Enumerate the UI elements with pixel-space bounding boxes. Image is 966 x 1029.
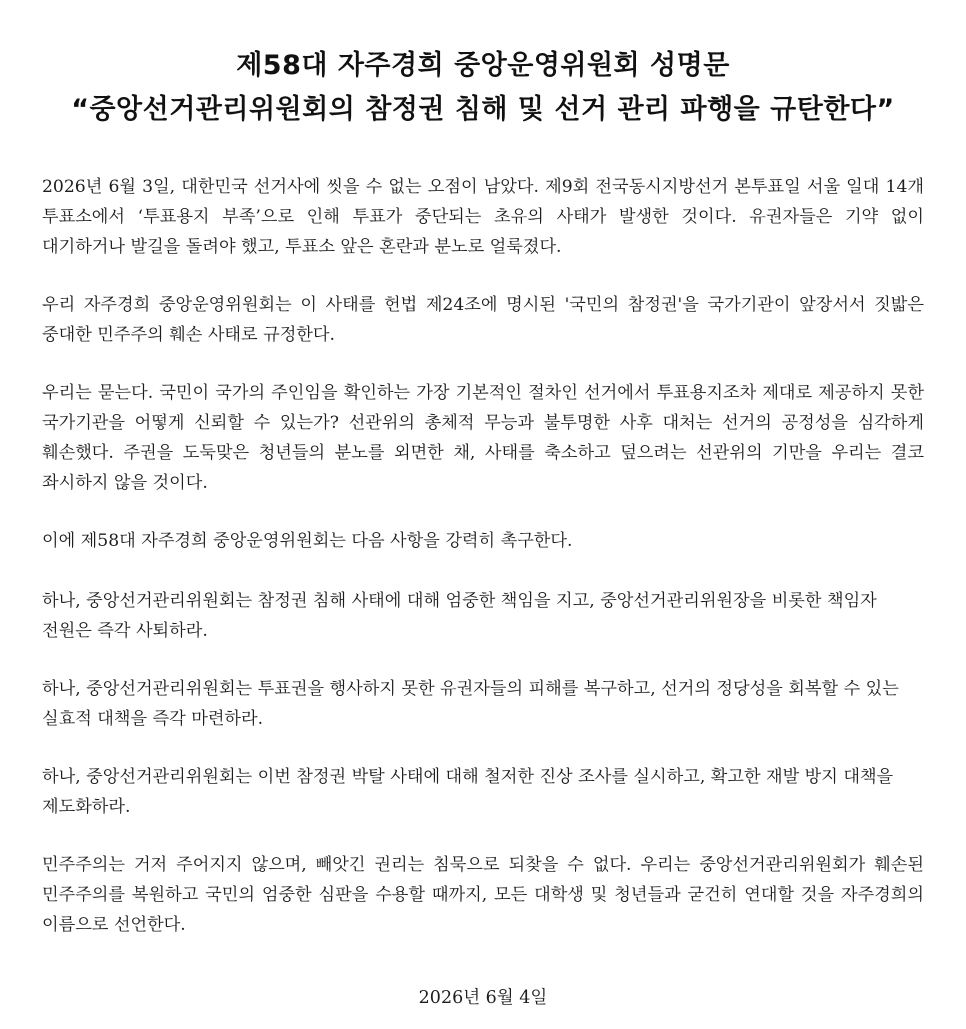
demand-item-remedy [42,674,902,734]
statement-date: 2026년 6월 4일 [418,988,548,1008]
paragraph-text: 민주주의는 거저 주어지지 않으며, 빼앗긴 권리는 침묵으로 되찾을 수 없다. 우리는 중앙선거관리위원회가 훼손된 민주주의를 복원하고 국민의 엄중한 심판을 수용할 때까지, 모든 대학생 및 청년들과 굳건히 연대할 것을 자주경희의 이름으로 선언한다. [42,855,924,935]
paragraph-text: 우리 자주경희 중앙운영위원회는 이 사태를 헌법 제24조에 명시된 '국민의 참정권'을 국가기관이 앞장서서 짓밟은 중대한 민주주의 훼손 사태로 규정한다. [42,295,924,345]
paragraph-text: 하나, 중앙선거관리위원회는 참정권 침해 사태에 대해 엄중한 책임을 지고, 중앙선거관리위원장을 비롯한 책임자 전원은 즉각 사퇴하라. [42,591,877,641]
paragraph-definition [42,290,924,350]
paragraph-incident [42,172,924,262]
paragraph-text: 2026년 6월 3일, 대한민국 선거사에 씻을 수 없는 오점이 남았다. 제9회 전국동시지방선거 본투표일 서울 일대 14개 투표소에서 ‘투표용지 부족’으로 인해 투표가 중단되는 초유의 사태가 발생한 것이다. 유권자들은 기약 없이 대기하거나 발길을 돌려야 했고, 투표소 앞은 혼란과 분노로 얼룩졌다. [42,177,924,257]
paragraph-text: 하나, 중앙선거관리위원회는 이번 참정권 박탈 사태에 대해 철저한 진상 조사를 실시하고, 확고한 재발 방지 대책을 제도화하라. [42,767,894,817]
title-line-headline: “중앙선거관리위원회의 참정권 침해 및 선거 관리 파행을 규탄한다” [71,94,895,125]
paragraph-demand-intro [42,526,924,556]
demand-item-resign [42,586,902,646]
paragraph-text: 우리는 묻는다. 국민이 국가의 주인임을 확인하는 가장 기본적인 절차인 선거에서 투표용지조차 제대로 제공하지 못한 국가기관을 어떻게 신뢰할 수 있는가? 선관위의 총체적 무능과 불투명한 사후 대처는 선거의 공정성을 심각하게 훼손했다. 주권을 도둑맞은 청년들의 분노를 외면한 채, 사태를 축소하고 덮으려는 선관위의 기만을 우리는 결코 좌시하지 않을 것이다. [42,383,924,493]
paragraph-text: 이에 제58대 자주경희 중앙운영위원회는 다음 사항을 강력히 촉구한다. [42,531,573,551]
title-line-organization: 제58대 자주경희 중앙운영위원회 성명문 [236,50,730,81]
paragraph-question [42,378,924,498]
paragraph-declaration [42,850,924,940]
statement-title [0,44,966,132]
paragraph-text: 하나, 중앙선거관리위원회는 투표권을 행사하지 못한 유권자들의 피해를 복구하고, 선거의 정당성을 회복할 수 있는 실효적 대책을 즉각 마련하라. [42,679,899,729]
demand-item-investigation [42,762,902,822]
